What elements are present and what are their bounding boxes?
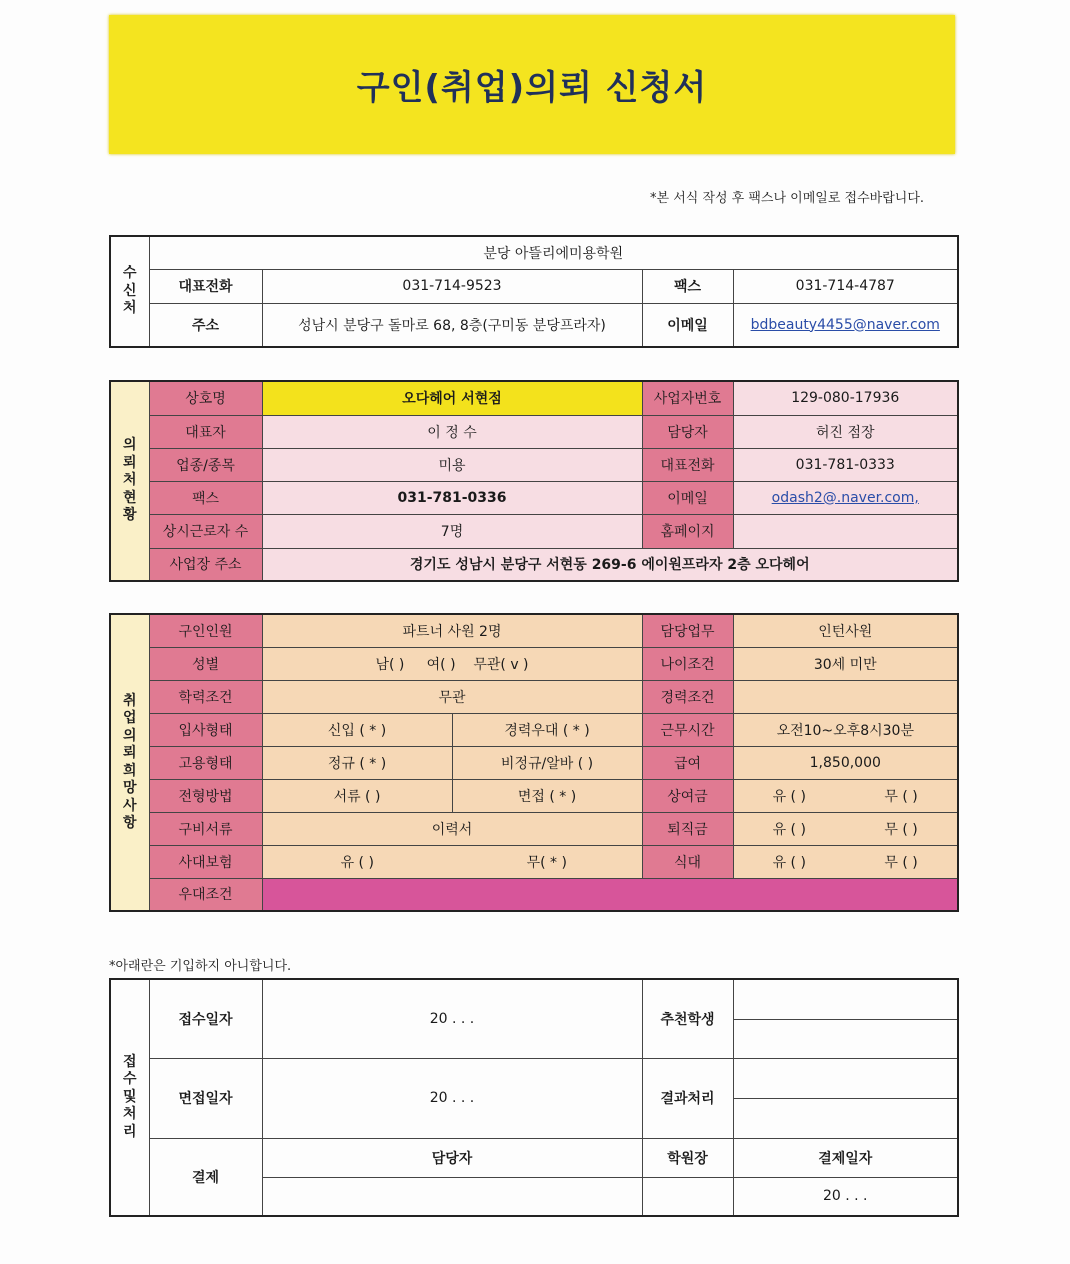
client-fax: 031-781-0336 [262, 481, 642, 514]
process-approval-date: 20 . . . [733, 1177, 958, 1216]
wish-bonus-label: 상여금 [642, 779, 733, 812]
wish-section-label: 취 업 의 뢰 희 망 사 항 [110, 614, 149, 911]
wish-age: 30세 미만 [733, 647, 958, 680]
top-note: *본 서식 작성 후 팩스나 이메일로 접수바랍니다. [650, 191, 925, 206]
receiver-fax-label: 팩스 [642, 269, 733, 303]
receiver-section-label: 수 신 처 [110, 236, 149, 347]
receiver-table [109, 235, 959, 348]
wish-perks-label: 우대조건 [149, 878, 262, 911]
receiver-address: 성남시 분당구 돌마로 68, 8층(구미동 분당프라자) [262, 303, 642, 347]
process-director-sign [642, 1177, 733, 1216]
wish-select-label: 전형방법 [149, 779, 262, 812]
client-staff: 7명 [262, 514, 642, 548]
wish-headcount: 파트너 사원 2명 [262, 614, 642, 647]
page-title: 구인(취업)의뢰 신청서 [356, 68, 708, 108]
wish-salary-label: 급여 [642, 746, 733, 779]
process-approval-label: 결제 [149, 1138, 262, 1216]
wish-headcount-label: 구인인원 [149, 614, 262, 647]
process-result-slot-1 [733, 1058, 958, 1098]
client-table [109, 380, 959, 582]
wish-duty: 인턴사원 [733, 614, 958, 647]
process-receipt-date: 20 . . . [262, 979, 642, 1058]
receiver-address-label: 주소 [149, 303, 262, 347]
gender-male: 남( ) [375, 656, 405, 673]
client-fax-label: 팩스 [149, 481, 262, 514]
receiver-phone: 031-714-9523 [262, 269, 642, 303]
process-staff-label: 담당자 [262, 1138, 642, 1177]
receiver-fax: 031-714-4787 [733, 269, 958, 303]
client-manager: 허진 점장 [733, 415, 958, 448]
wish-employ-regular: 정규 ( * ) [262, 746, 452, 779]
wish-severance-no: 무 ( ) [845, 812, 958, 845]
wish-docs-label: 구비서류 [149, 812, 262, 845]
wish-insurance-label: 사대보험 [149, 845, 262, 878]
client-tel: 031-781-0333 [733, 448, 958, 481]
wish-severance-label: 퇴직금 [642, 812, 733, 845]
process-director-label: 학원장 [642, 1138, 733, 1177]
process-interview-label: 면접일자 [149, 1058, 262, 1138]
process-table [109, 978, 959, 1217]
process-staff-sign [262, 1177, 642, 1216]
wish-join-new: 신입 ( * ) [262, 713, 452, 746]
wish-career-label: 경력조건 [642, 680, 733, 713]
process-receipt-label: 접수일자 [149, 979, 262, 1058]
wish-hours: 오전10~오후8시30분 [733, 713, 958, 746]
wish-insurance-no: 무( * ) [452, 845, 642, 878]
process-recommend-slot-1 [733, 979, 958, 1019]
client-bizno: 129-080-17936 [733, 381, 958, 415]
client-bizno-label: 사업자번호 [642, 381, 733, 415]
receiver-email-link[interactable]: bdbeauty4455@naver.com [733, 303, 958, 347]
wish-career [733, 680, 958, 713]
client-company: 오다헤어 서현점 [262, 381, 642, 415]
process-recommend-slot-2 [733, 1019, 958, 1058]
client-tel-label: 대표전화 [642, 448, 733, 481]
gender-any: 무관( v ) [473, 656, 529, 673]
bottom-note: *아래란은 기입하지 아니합니다. [109, 959, 292, 974]
client-email-link[interactable]: odash2@.naver.com, [733, 481, 958, 514]
process-result-label: 결과처리 [642, 1058, 733, 1138]
client-ceo: 이 정 수 [262, 415, 642, 448]
client-email-label: 이메일 [642, 481, 733, 514]
wish-meal-yes: 유 ( ) [733, 845, 845, 878]
wish-select-interview: 면접 ( * ) [452, 779, 642, 812]
wish-age-label: 나이조건 [642, 647, 733, 680]
process-recommend-label: 추천학생 [642, 979, 733, 1058]
client-company-label: 상호명 [149, 381, 262, 415]
gender-female: 여( ) [426, 656, 456, 673]
wish-insurance-yes: 유 ( ) [262, 845, 452, 878]
wish-join-exp: 경력우대 ( * ) [452, 713, 642, 746]
client-manager-label: 담당자 [642, 415, 733, 448]
wish-employ-irregular: 비정규/알바 ( ) [452, 746, 642, 779]
process-result-slot-2 [733, 1098, 958, 1138]
wish-edu: 무관 [262, 680, 642, 713]
receiver-email-label: 이메일 [642, 303, 733, 347]
wish-gender-label: 성별 [149, 647, 262, 680]
client-industry: 미용 [262, 448, 642, 481]
wish-perks [262, 878, 958, 911]
wish-table [109, 613, 959, 912]
process-interview-date: 20 . . . [262, 1058, 642, 1138]
wish-select-doc: 서류 ( ) [262, 779, 452, 812]
client-section-label: 의 뢰 처 현 황 [110, 381, 149, 581]
client-industry-label: 업종/종목 [149, 448, 262, 481]
client-staff-label: 상시근로자 수 [149, 514, 262, 548]
client-ceo-label: 대표자 [149, 415, 262, 448]
wish-hours-label: 근무시간 [642, 713, 733, 746]
process-section-label: 접 수 및 처 리 [110, 979, 149, 1216]
receiver-phone-label: 대표전화 [149, 269, 262, 303]
wish-bonus-yes: 유 ( ) [733, 779, 845, 812]
wish-edu-label: 학력조건 [149, 680, 262, 713]
wish-docs: 이력서 [262, 812, 642, 845]
wish-duty-label: 담당업무 [642, 614, 733, 647]
client-homepage-label: 홈페이지 [642, 514, 733, 548]
process-approval-date-label: 결제일자 [733, 1138, 958, 1177]
wish-bonus-no: 무 ( ) [845, 779, 958, 812]
wish-meal-no: 무 ( ) [845, 845, 958, 878]
client-homepage [733, 514, 958, 548]
wish-severance-yes: 유 ( ) [733, 812, 845, 845]
wish-join-label: 입사형태 [149, 713, 262, 746]
client-address-label: 사업장 주소 [149, 548, 262, 581]
receiver-name: 분당 아뜰리에미용학원 [149, 236, 958, 269]
wish-salary: 1,850,000 [733, 746, 958, 779]
wish-meal-label: 식대 [642, 845, 733, 878]
client-address: 경기도 성남시 분당구 서현동 269-6 에이원프라자 2층 오다헤어 [262, 548, 958, 581]
wish-gender-options [262, 647, 642, 680]
wish-employ-label: 고용형태 [149, 746, 262, 779]
title-banner [109, 15, 955, 154]
